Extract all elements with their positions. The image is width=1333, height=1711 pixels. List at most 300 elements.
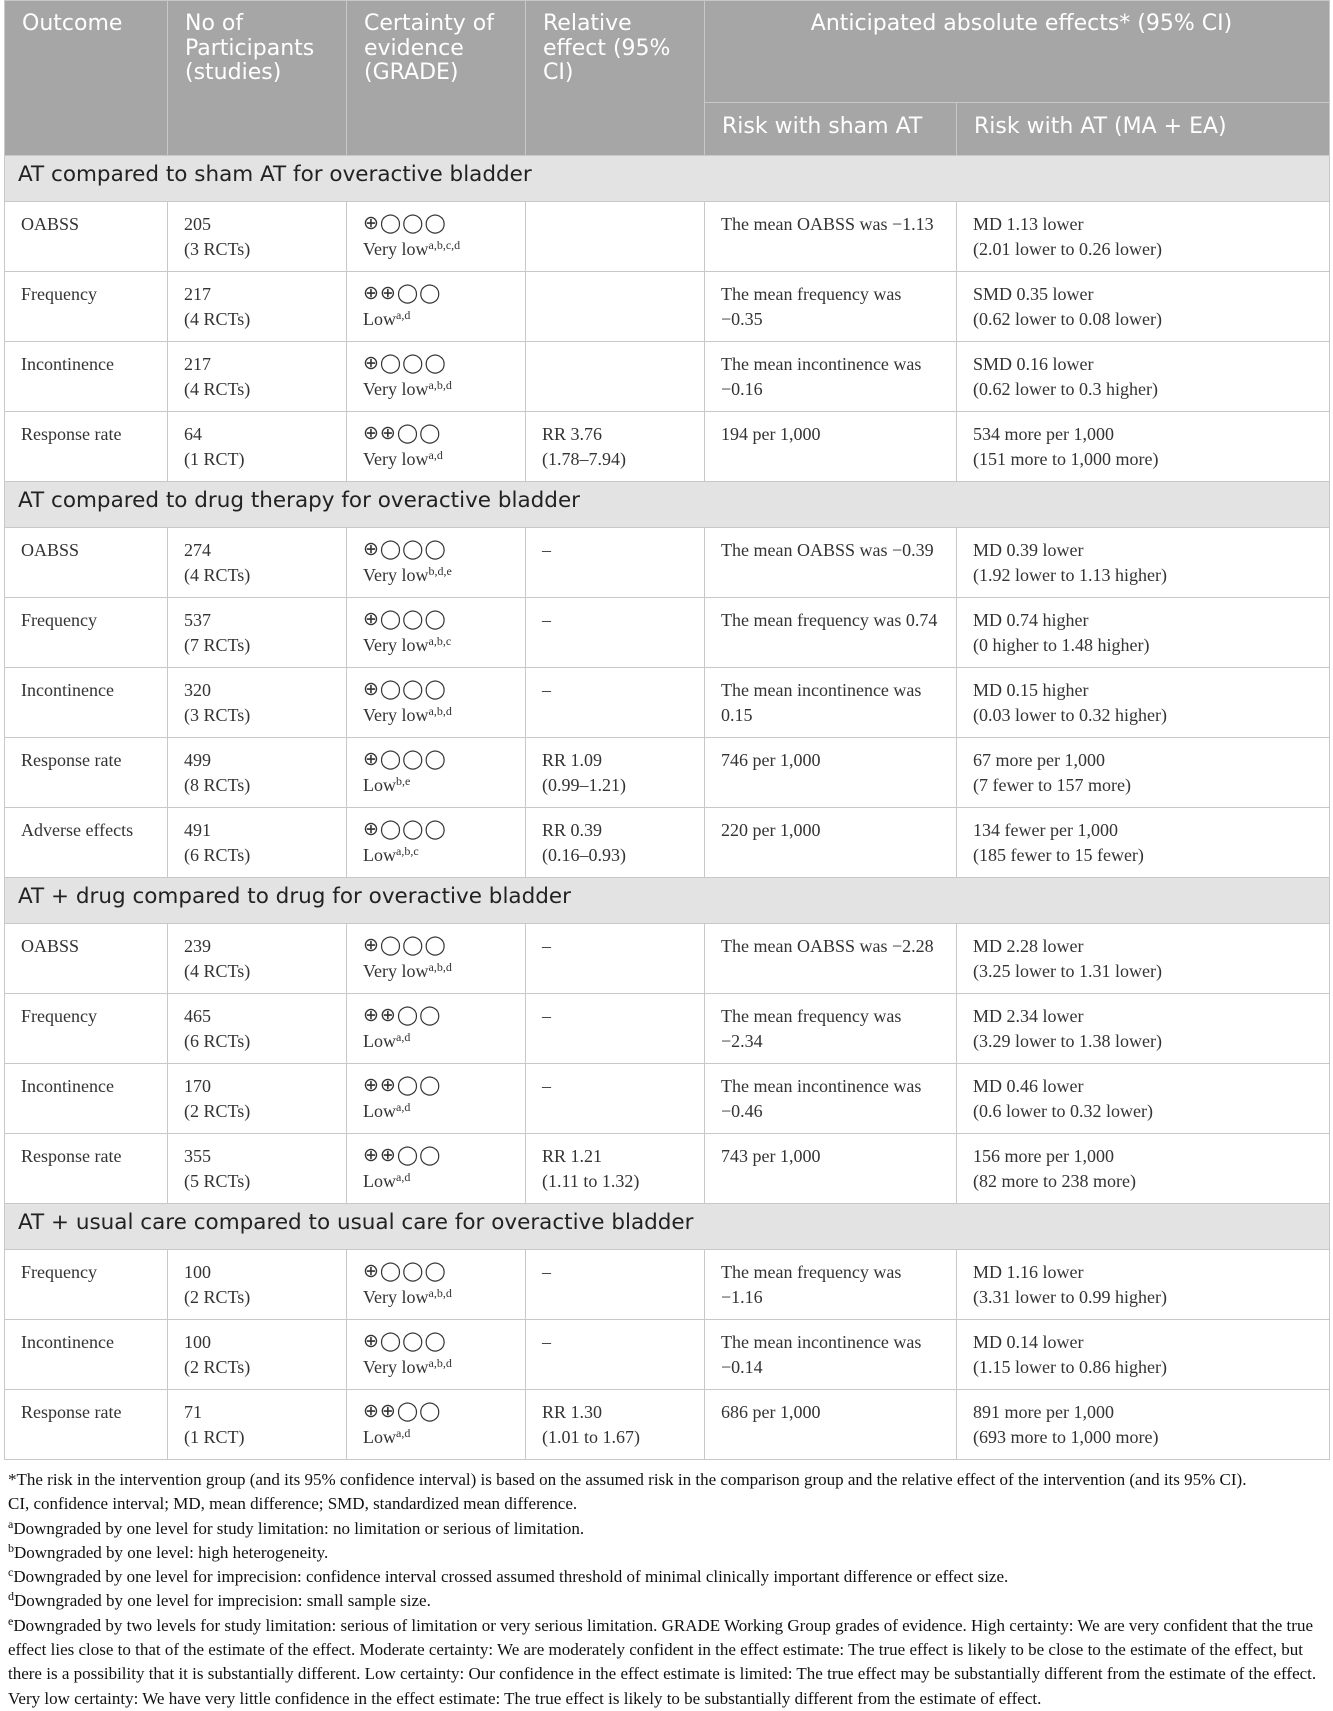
- cell-outcome: [5, 994, 168, 1064]
- certainty-symbols: ⊕◯◯◯: [363, 819, 447, 840]
- certainty-rating: [363, 377, 517, 402]
- cell-participants: [168, 272, 347, 342]
- certainty-footnote-marks: a,d: [396, 1029, 411, 1044]
- cell-participants: [168, 342, 347, 412]
- participants-count: 355: [184, 1146, 211, 1166]
- certainty-symbols: ⊕◯◯◯: [363, 353, 447, 374]
- cell-relative-effect: [526, 924, 705, 994]
- footnote-mark: a: [8, 1516, 14, 1531]
- certainty-rating: [363, 959, 517, 984]
- cell-risk-sham: [705, 808, 957, 878]
- section-title: AT compared to sham AT for overactive bladder: [5, 156, 1330, 202]
- certainty-symbols: ⊕◯◯◯: [363, 679, 447, 700]
- risk-at-ci: (693 more to 1,000 more): [973, 1426, 1159, 1447]
- studies-count: (6 RCTs): [184, 844, 251, 865]
- footnote-item: [8, 1541, 1325, 1565]
- certainty-symbols: ⊕◯◯◯: [363, 1331, 447, 1352]
- relative-effect-value: –: [542, 1076, 551, 1096]
- outcome-text: Frequency: [21, 284, 97, 304]
- table-row: [5, 1134, 1330, 1204]
- cell-relative-effect: [526, 202, 705, 272]
- cell-outcome: [5, 412, 168, 482]
- participants-count: 64: [184, 424, 202, 444]
- section-title: AT + usual care compared to usual care for overactive bladder: [5, 1204, 1330, 1250]
- risk-at-ci: (3.31 lower to 0.99 higher): [973, 1286, 1167, 1307]
- risk-sham-line1: The mean OABSS was −0.39: [721, 540, 934, 560]
- section-row: [5, 482, 1330, 528]
- outcome-text: Incontinence: [21, 1332, 114, 1352]
- participants-count: 537: [184, 610, 211, 630]
- studies-count: (4 RCTs): [184, 960, 251, 981]
- cell-participants: [168, 668, 347, 738]
- certainty-footnote-marks: a,b,d: [428, 959, 452, 974]
- certainty-symbols: ⊕⊕◯◯: [363, 1075, 442, 1096]
- risk-at-ci: (1.92 lower to 1.13 higher): [973, 564, 1167, 585]
- risk-at-estimate: MD 0.14 lower: [973, 1332, 1084, 1352]
- risk-at-ci: (151 more to 1,000 more): [973, 448, 1159, 469]
- certainty-footnote-marks: a,b,d: [428, 1355, 452, 1370]
- cell-risk-sham: [705, 738, 957, 808]
- cell-participants: [168, 202, 347, 272]
- relative-effect-value: –: [542, 1332, 551, 1352]
- certainty-rating: [363, 1029, 517, 1054]
- studies-count: (4 RCTs): [184, 308, 251, 329]
- table-row: [5, 808, 1330, 878]
- outcome-text: Adverse effects: [21, 820, 134, 840]
- risk-at-ci: (82 more to 238 more): [973, 1170, 1136, 1191]
- certainty-text: Very low: [363, 238, 429, 259]
- relative-effect-value: –: [542, 540, 551, 560]
- risk-sham-line1: The mean OABSS was −2.28: [721, 936, 934, 956]
- table-row: [5, 1064, 1330, 1134]
- table-body: [5, 156, 1330, 1460]
- cell-certainty: [347, 272, 526, 342]
- studies-count: (5 RCTs): [184, 1170, 251, 1191]
- certainty-symbols: ⊕⊕◯◯: [363, 1005, 442, 1026]
- risk-sham-line1: The mean incontinence was: [721, 1076, 922, 1096]
- footnote-star: *The risk in the intervention group (and its 95% confidence interval) is based on the assumed risk in the comparison group and the relative effect of the intervention (and its 95% CI).: [8, 1470, 1247, 1489]
- certainty-text: Very low: [363, 960, 429, 981]
- cell-certainty: [347, 994, 526, 1064]
- risk-sham-line1: The mean incontinence was: [721, 354, 922, 374]
- risk-at-ci: (2.01 lower to 0.26 lower): [973, 238, 1162, 259]
- cell-relative-effect: [526, 1064, 705, 1134]
- cell-risk-sham: [705, 202, 957, 272]
- table-row: [5, 342, 1330, 412]
- risk-sham-line2: 0.15: [721, 704, 753, 725]
- certainty-footnote-marks: a,b,d: [428, 377, 452, 392]
- cell-outcome: [5, 924, 168, 994]
- risk-at-estimate: MD 0.74 higher: [973, 610, 1089, 630]
- risk-sham-line1: 686 per 1,000: [721, 1402, 821, 1422]
- cell-risk-sham: [705, 1390, 957, 1460]
- footnote-text: Downgraded by one level: high heterogeneity.: [14, 1542, 329, 1562]
- certainty-symbols: ⊕⊕◯◯: [363, 1401, 442, 1422]
- certainty-text: Low: [363, 1100, 396, 1121]
- outcome-text: Incontinence: [21, 680, 114, 700]
- participants-count: 100: [184, 1262, 211, 1282]
- cell-outcome: [5, 1134, 168, 1204]
- certainty-symbols: ⊕⊕◯◯: [363, 1145, 442, 1166]
- certainty-footnote-marks: a,d: [396, 1099, 411, 1114]
- risk-sham-line1: The mean incontinence was: [721, 680, 922, 700]
- relative-effect-value: RR 0.39: [542, 820, 603, 840]
- cell-risk-at: [957, 668, 1330, 738]
- risk-at-estimate: 534 more per 1,000: [973, 424, 1114, 444]
- table-row: [5, 202, 1330, 272]
- risk-at-estimate: MD 1.16 lower: [973, 1262, 1084, 1282]
- cell-risk-at: [957, 924, 1330, 994]
- cell-participants: [168, 924, 347, 994]
- cell-relative-effect: [526, 994, 705, 1064]
- risk-at-estimate: 156 more per 1,000: [973, 1146, 1114, 1166]
- relative-effect-ci: (1.11 to 1.32): [542, 1170, 640, 1191]
- certainty-text: Very low: [363, 1356, 429, 1377]
- risk-at-ci: (185 fewer to 15 fewer): [973, 844, 1144, 865]
- cell-participants: [168, 1134, 347, 1204]
- table-row: [5, 668, 1330, 738]
- table-row: [5, 528, 1330, 598]
- risk-at-estimate: MD 2.34 lower: [973, 1006, 1084, 1026]
- risk-sham-line2: −0.16: [721, 378, 763, 399]
- outcome-text: OABSS: [21, 936, 80, 956]
- participants-count: 491: [184, 820, 211, 840]
- outcome-text: Frequency: [21, 1262, 97, 1282]
- relative-effect-ci: (1.01 to 1.67): [542, 1426, 640, 1447]
- studies-count: (3 RCTs): [184, 704, 251, 725]
- risk-at-ci: (0 higher to 1.48 higher): [973, 634, 1150, 655]
- cell-certainty: [347, 738, 526, 808]
- certainty-rating: [363, 843, 517, 868]
- certainty-symbols: ⊕◯◯◯: [363, 213, 447, 234]
- certainty-symbols: ⊕◯◯◯: [363, 1261, 447, 1282]
- certainty-rating: [363, 1169, 517, 1194]
- studies-count: (2 RCTs): [184, 1286, 251, 1307]
- table-row: [5, 924, 1330, 994]
- certainty-symbols: ⊕◯◯◯: [363, 539, 447, 560]
- certainty-rating: [363, 307, 517, 332]
- cell-certainty: [347, 598, 526, 668]
- certainty-footnote-marks: a,b,d: [428, 1285, 452, 1300]
- certainty-text: Very low: [363, 634, 429, 655]
- studies-count: (4 RCTs): [184, 378, 251, 399]
- certainty-text: Low: [363, 308, 396, 329]
- cell-relative-effect: [526, 1320, 705, 1390]
- cell-participants: [168, 598, 347, 668]
- cell-outcome: [5, 1390, 168, 1460]
- cell-risk-at: [957, 808, 1330, 878]
- cell-participants: [168, 1320, 347, 1390]
- cell-relative-effect: [526, 342, 705, 412]
- cell-participants: [168, 738, 347, 808]
- relative-effect-ci: (0.99–1.21): [542, 774, 626, 795]
- certainty-text: Very low: [363, 1286, 429, 1307]
- cell-risk-at: [957, 1064, 1330, 1134]
- cell-participants: [168, 1250, 347, 1320]
- risk-at-ci: (0.62 lower to 0.3 higher): [973, 378, 1158, 399]
- participants-count: 320: [184, 680, 211, 700]
- section-row: [5, 878, 1330, 924]
- participants-count: 100: [184, 1332, 211, 1352]
- risk-sham-line1: The mean OABSS was −1.13: [721, 214, 934, 234]
- certainty-rating: [363, 447, 517, 472]
- certainty-footnote-marks: a,b,c: [396, 843, 419, 858]
- risk-at-estimate: MD 0.39 lower: [973, 540, 1084, 560]
- risk-at-estimate: SMD 0.16 lower: [973, 354, 1094, 374]
- cell-risk-at: [957, 1320, 1330, 1390]
- certainty-text: Low: [363, 1426, 396, 1447]
- cell-participants: [168, 1390, 347, 1460]
- outcome-text: Response rate: [21, 1146, 122, 1166]
- footnote-text: Downgraded by two levels for study limitation: serious of limitation or very serious limitation. GRADE Working Group grades of evidence. High certainty: We are very confident that the true effect lies close to that of the estimate of the effect. Moderate certainty: We are moderately confident in the effect estimate: The true effect is likely to be close to the estimate of the effect, but there is a possibility that it is substantially different. Low certainty: Our confidence in the effect estimate is limited: The true effect may be substantially different from the estimate of the effect. Very low certainty: We have very little confidence in the effect estimate: The true effect is likely to be substantially different from the estimate of effect.: [8, 1615, 1317, 1708]
- participants-count: 239: [184, 936, 211, 956]
- cell-participants: [168, 1064, 347, 1134]
- cell-risk-sham: [705, 1064, 957, 1134]
- participants-count: 71: [184, 1402, 202, 1422]
- participants-count: 499: [184, 750, 211, 770]
- risk-sham-line1: The mean incontinence was: [721, 1332, 922, 1352]
- risk-at-ci: (0.6 lower to 0.32 lower): [973, 1100, 1153, 1121]
- cell-relative-effect: [526, 1250, 705, 1320]
- cell-certainty: [347, 668, 526, 738]
- risk-at-estimate: MD 2.28 lower: [973, 936, 1084, 956]
- certainty-rating: [363, 1285, 517, 1310]
- certainty-footnote-marks: a,d: [396, 1425, 411, 1440]
- relative-effect-value: –: [542, 936, 551, 956]
- relative-effect-value: RR 1.21: [542, 1146, 603, 1166]
- cell-certainty: [347, 1320, 526, 1390]
- risk-at-ci: (0.03 lower to 0.32 higher): [973, 704, 1167, 725]
- risk-sham-line1: The mean frequency was: [721, 1262, 902, 1282]
- cell-participants: [168, 808, 347, 878]
- certainty-rating: [363, 1355, 517, 1380]
- table-header: [5, 1, 1330, 156]
- cell-risk-at: [957, 342, 1330, 412]
- cell-certainty: [347, 808, 526, 878]
- cell-risk-at: [957, 1390, 1330, 1460]
- certainty-footnote-marks: a,d: [428, 447, 443, 462]
- cell-outcome: [5, 342, 168, 412]
- outcome-text: Response rate: [21, 1402, 122, 1422]
- certainty-symbols: ⊕◯◯◯: [363, 749, 447, 770]
- risk-sham-line1: 743 per 1,000: [721, 1146, 821, 1166]
- relative-effect-value: –: [542, 680, 551, 700]
- outcome-text: Frequency: [21, 610, 97, 630]
- header-certainty: Certainty of evidence (GRADE): [347, 1, 526, 156]
- table-row: [5, 738, 1330, 808]
- section-title: AT compared to drug therapy for overactive bladder: [5, 482, 1330, 528]
- risk-at-estimate: MD 0.46 lower: [973, 1076, 1084, 1096]
- table-row: [5, 1320, 1330, 1390]
- participants-count: 217: [184, 284, 211, 304]
- certainty-text: Very low: [363, 448, 429, 469]
- risk-at-ci: (1.15 lower to 0.86 higher): [973, 1356, 1167, 1377]
- outcome-text: Incontinence: [21, 354, 114, 374]
- certainty-footnote-marks: b,d,e: [428, 563, 452, 578]
- certainty-footnote-marks: a,b,c: [428, 633, 452, 648]
- relative-effect-value: –: [542, 1006, 551, 1026]
- table-row: [5, 598, 1330, 668]
- outcome-text: Response rate: [21, 750, 122, 770]
- risk-at-ci: (3.29 lower to 1.38 lower): [973, 1030, 1162, 1051]
- participants-count: 217: [184, 354, 211, 374]
- cell-relative-effect: [526, 1134, 705, 1204]
- participants-count: 170: [184, 1076, 211, 1096]
- risk-sham-line1: The mean frequency was: [721, 284, 902, 304]
- cell-outcome: [5, 272, 168, 342]
- footnote-mark: b: [8, 1540, 14, 1555]
- grade-evidence-document: [4, 0, 1329, 1711]
- risk-sham-line2: −2.34: [721, 1030, 763, 1051]
- certainty-rating: [363, 1099, 517, 1124]
- certainty-symbols: ⊕◯◯◯: [363, 935, 447, 956]
- cell-participants: [168, 994, 347, 1064]
- header-relative-effect: Relative effect (95% CI): [526, 1, 705, 156]
- certainty-rating: [363, 563, 517, 588]
- certainty-symbols: ⊕◯◯◯: [363, 609, 447, 630]
- outcome-text: OABSS: [21, 214, 80, 234]
- cell-certainty: [347, 202, 526, 272]
- cell-participants: [168, 412, 347, 482]
- relative-effect-value: –: [542, 1262, 551, 1282]
- section-row: [5, 156, 1330, 202]
- certainty-text: Very low: [363, 704, 429, 725]
- cell-outcome: [5, 808, 168, 878]
- certainty-footnote-marks: a,b,c,d: [428, 237, 461, 252]
- risk-at-ci: (3.25 lower to 1.31 lower): [973, 960, 1162, 981]
- footnote-list: [8, 1517, 1325, 1711]
- footnote-text: Downgraded by one level for imprecision: confidence interval crossed assumed threshold of minimal clinically important difference or effect size.: [13, 1567, 1009, 1587]
- certainty-footnote-marks: a,d: [396, 1169, 411, 1184]
- table-row: [5, 994, 1330, 1064]
- certainty-symbols: ⊕⊕◯◯: [363, 283, 442, 304]
- risk-at-estimate: 67 more per 1,000: [973, 750, 1105, 770]
- footnote-item: [8, 1614, 1325, 1711]
- table-row: [5, 1250, 1330, 1320]
- participants-count: 465: [184, 1006, 211, 1026]
- cell-certainty: [347, 528, 526, 598]
- participants-count: 274: [184, 540, 211, 560]
- risk-sham-line1: 194 per 1,000: [721, 424, 821, 444]
- certainty-text: Low: [363, 1170, 396, 1191]
- cell-risk-sham: [705, 598, 957, 668]
- cell-relative-effect: [526, 1390, 705, 1460]
- risk-at-estimate: SMD 0.35 lower: [973, 284, 1094, 304]
- studies-count: (6 RCTs): [184, 1030, 251, 1051]
- risk-at-estimate: MD 0.15 higher: [973, 680, 1089, 700]
- risk-sham-line2: −1.16: [721, 1286, 763, 1307]
- grade-evidence-table: [4, 0, 1330, 1460]
- participants-count: 205: [184, 214, 211, 234]
- studies-count: (1 RCT): [184, 448, 245, 469]
- certainty-rating: [363, 633, 517, 658]
- studies-count: (8 RCTs): [184, 774, 251, 795]
- table-footnotes: [4, 1460, 1329, 1711]
- risk-at-ci: (0.62 lower to 0.08 lower): [973, 308, 1162, 329]
- certainty-rating: [363, 1425, 517, 1450]
- risk-sham-line1: The mean frequency was: [721, 1006, 902, 1026]
- footnote-mark: c: [8, 1565, 14, 1580]
- cell-risk-sham: [705, 1320, 957, 1390]
- cell-outcome: [5, 1320, 168, 1390]
- certainty-text: Very low: [363, 378, 429, 399]
- certainty-text: Very low: [363, 564, 429, 585]
- certainty-text: Low: [363, 774, 396, 795]
- cell-risk-at: [957, 598, 1330, 668]
- certainty-footnote-marks: a,d: [396, 307, 411, 322]
- cell-risk-sham: [705, 924, 957, 994]
- footnote-abbreviations: CI, confidence interval; MD, mean difference; SMD, standardized mean difference.: [8, 1494, 578, 1514]
- footnote-mark: e: [8, 1613, 14, 1628]
- studies-count: (7 RCTs): [184, 634, 251, 655]
- section-title: AT + drug compared to drug for overactive bladder: [5, 878, 1330, 924]
- relative-effect-value: –: [542, 610, 551, 630]
- cell-outcome: [5, 668, 168, 738]
- cell-outcome: [5, 1064, 168, 1134]
- cell-risk-sham: [705, 342, 957, 412]
- risk-sham-line2: −0.46: [721, 1100, 763, 1121]
- cell-participants: [168, 528, 347, 598]
- header-outcome: Outcome: [5, 1, 168, 156]
- section-row: [5, 1204, 1330, 1250]
- certainty-footnote-marks: b,e: [396, 773, 411, 788]
- header-participants: No of Participants (studies): [168, 1, 347, 156]
- studies-count: (2 RCTs): [184, 1100, 251, 1121]
- risk-at-estimate: 891 more per 1,000: [973, 1402, 1114, 1422]
- cell-risk-at: [957, 994, 1330, 1064]
- cell-relative-effect: [526, 272, 705, 342]
- cell-risk-sham: [705, 1250, 957, 1320]
- cell-outcome: [5, 598, 168, 668]
- cell-risk-at: [957, 1134, 1330, 1204]
- risk-at-estimate: 134 fewer per 1,000: [973, 820, 1118, 840]
- risk-sham-line1: The mean frequency was 0.74: [721, 610, 938, 630]
- risk-sham-line1: 746 per 1,000: [721, 750, 821, 770]
- relative-effect-value: RR 1.09: [542, 750, 603, 770]
- cell-outcome: [5, 528, 168, 598]
- header-risk-at: Risk with AT (MA + EA): [957, 103, 1330, 156]
- cell-relative-effect: [526, 598, 705, 668]
- cell-risk-sham: [705, 994, 957, 1064]
- studies-count: (1 RCT): [184, 1426, 245, 1447]
- cell-risk-sham: [705, 272, 957, 342]
- certainty-rating: [363, 773, 517, 798]
- certainty-text: Low: [363, 1030, 396, 1051]
- cell-certainty: [347, 924, 526, 994]
- cell-risk-sham: [705, 1134, 957, 1204]
- relative-effect-ci: (0.16–0.93): [542, 844, 626, 865]
- cell-certainty: [347, 1390, 526, 1460]
- risk-sham-line1: 220 per 1,000: [721, 820, 821, 840]
- certainty-symbols: ⊕⊕◯◯: [363, 423, 442, 444]
- footnote-text: Downgraded by one level for study limitation: no limitation or serious of limitation.: [13, 1518, 585, 1538]
- relative-effect-value: RR 3.76: [542, 424, 603, 444]
- risk-sham-line2: −0.35: [721, 308, 763, 329]
- footnote-item: [8, 1517, 1325, 1541]
- cell-relative-effect: [526, 668, 705, 738]
- certainty-rating: [363, 237, 517, 262]
- risk-sham-line2: −0.14: [721, 1356, 763, 1377]
- footnote-item: [8, 1565, 1325, 1589]
- cell-relative-effect: [526, 738, 705, 808]
- cell-outcome: [5, 1250, 168, 1320]
- footnote-item: [8, 1589, 1325, 1613]
- relative-effect-value: RR 1.30: [542, 1402, 603, 1422]
- cell-risk-at: [957, 1250, 1330, 1320]
- cell-relative-effect: [526, 808, 705, 878]
- outcome-text: OABSS: [21, 540, 80, 560]
- footnote-text: Downgraded by one level for imprecision: small sample size.: [14, 1591, 431, 1611]
